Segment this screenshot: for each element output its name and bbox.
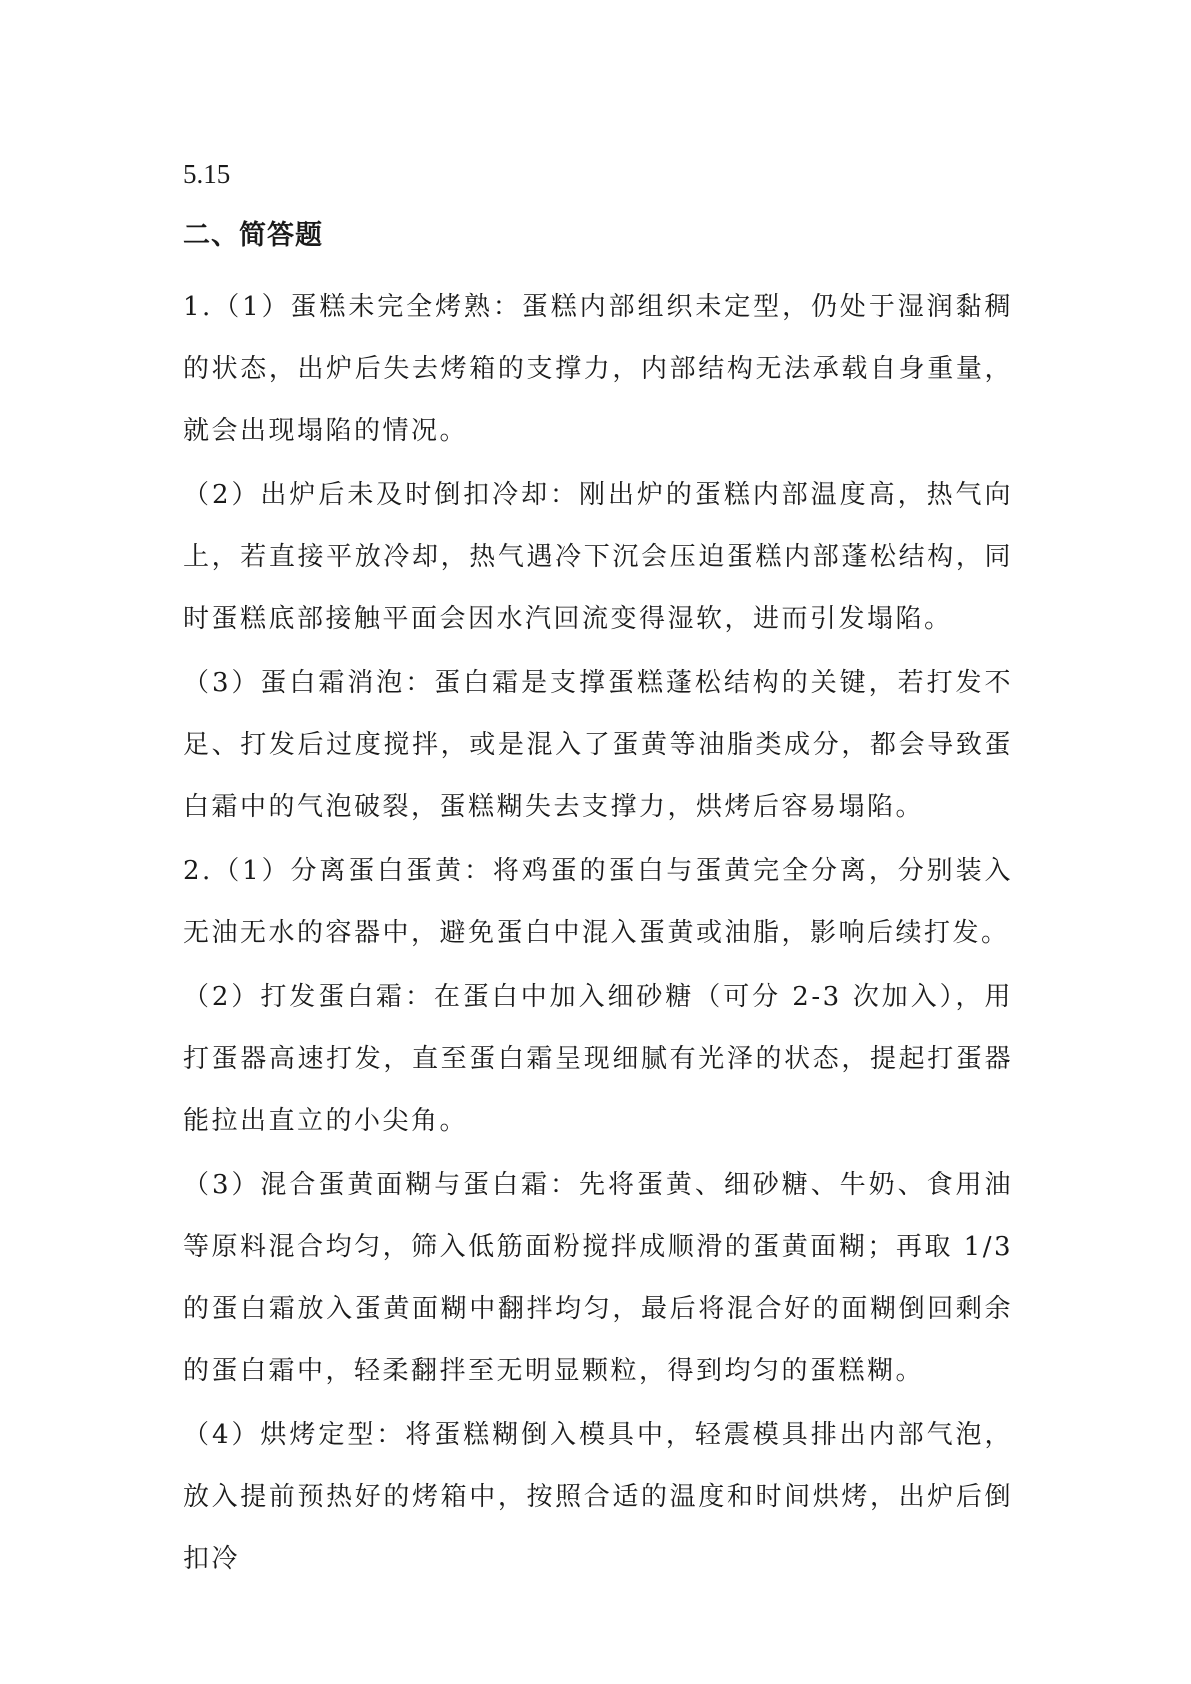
answer-2-point-4: （4）烘烤定型：将蛋糕糊倒入模具中，轻震模具排出内部气泡，放入提前预热好的烤箱中，按照合适的温度和时间烘烤，出炉后倒扣冷 (183, 1420, 1013, 1574)
answer-2-point-3: （3）混合蛋黄面糊与蛋白霜：先将蛋黄、细砂糖、牛奶、食用油等原料混合均匀，筛入低筋面粉搅拌成顺滑的蛋黄面糊；再取 1/3 的蛋白霜放入蛋黄面糊中翻拌均匀，最后将混合好的面糊倒回剩余的蛋白霜中，轻柔翻拌至无明显颗粒，得到均匀的蛋糕糊。 (183, 1170, 1013, 1386)
answer-2-point-1: 2.（1）分离蛋白蛋黄：将鸡蛋的蛋白与蛋黄完全分离，分别装入无油无水的容器中，避免蛋白中混入蛋黄或油脂，影响后续打发。 (183, 856, 1013, 948)
document-date: 5.15 (183, 159, 231, 189)
section-title: 二、简答题 (183, 220, 323, 251)
document-page (183, 150, 1013, 1592)
answer-2-point-2: （2）打发蛋白霜：在蛋白中加入细砂糖（可分 2-3 次加入），用打蛋器高速打发，直至蛋白霜呈现细腻有光泽的状态，提起打蛋器能拉出直立的小尖角。 (183, 982, 1013, 1136)
answer-1-point-1: 1.（1）蛋糕未完全烤熟：蛋糕内部组织未定型，仍处于湿润黏稠的状态，出炉后失去烤箱的支撑力，内部结构无法承载自身重量，就会出现塌陷的情况。 (183, 292, 1013, 446)
answer-1-point-2: （2）出炉后未及时倒扣冷却：刚出炉的蛋糕内部温度高，热气向上，若直接平放冷却，热气遇冷下沉会压迫蛋糕内部蓬松结构，同时蛋糕底部接触平面会因水汽回流变得湿软，进而引发塌陷。 (183, 480, 1013, 634)
answer-1-point-3: （3）蛋白霜消泡：蛋白霜是支撑蛋糕蓬松结构的关键，若打发不足、打发后过度搅拌，或是混入了蛋黄等油脂类成分，都会导致蛋白霜中的气泡破裂，蛋糕糊失去支撑力，烘烤后容易塌陷。 (183, 668, 1013, 822)
